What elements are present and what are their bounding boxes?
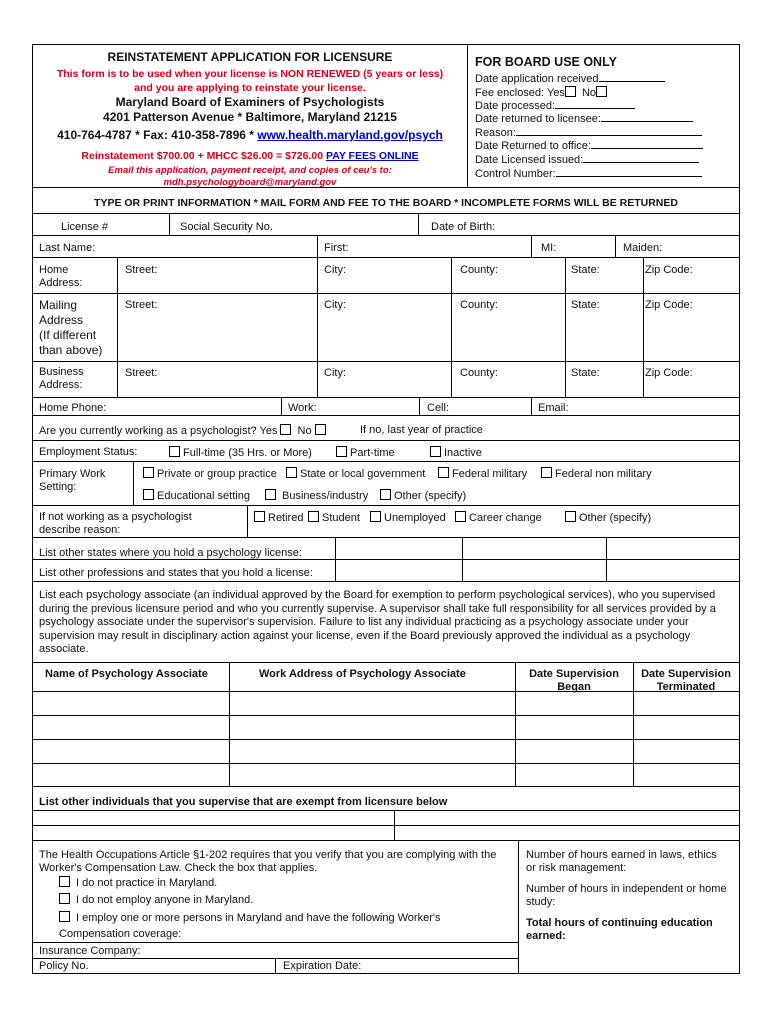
private-practice-option[interactable]: Private or group practice	[143, 467, 277, 481]
fee-line	[33, 150, 467, 163]
federal-military-checkbox[interactable]	[438, 467, 449, 478]
application-form	[32, 44, 740, 974]
business-street-field[interactable]: Street:	[125, 367, 158, 379]
board-contact	[33, 129, 467, 142]
date-returned-office-field[interactable]: Date Returned to office:	[475, 139, 703, 153]
reason-field[interactable]: Reason:	[475, 126, 702, 140]
mailing-city-field[interactable]: City:	[324, 299, 346, 311]
control-number-field[interactable]: Control Number:	[475, 167, 702, 181]
part-time-option[interactable]: Part-time	[336, 446, 395, 460]
retired-option[interactable]: Retired	[254, 511, 303, 525]
career-change-checkbox[interactable]	[455, 511, 466, 522]
federal-military-option[interactable]: Federal military	[438, 467, 527, 481]
date-of-birth-field[interactable]: Date of Birth:	[431, 221, 496, 233]
license-number-field[interactable]: License #	[61, 221, 109, 233]
home-county-field[interactable]: County:	[460, 264, 498, 276]
ceu-total-hours-field[interactable]: Total hours of continuing education earned:	[526, 917, 713, 942]
business-industry-checkbox[interactable]	[265, 489, 276, 500]
other-reason-option[interactable]: Other (specify)	[565, 511, 651, 525]
associate-row-3[interactable]	[33, 739, 739, 763]
notice-line-1: This form is to be used when your license is NON RENEWED (5 years or less)	[56, 68, 444, 80]
home-zip-field[interactable]: Zip Code:	[645, 264, 693, 276]
phone-fax: 410-764-4787 * Fax: 410-358-7896 *	[57, 128, 258, 142]
student-option[interactable]: Student	[308, 511, 360, 525]
work-phone-field[interactable]: Work:	[288, 402, 317, 414]
no-practice-checkbox[interactable]	[59, 876, 70, 887]
working-no-checkbox[interactable]	[315, 424, 326, 435]
email-instruction: Email this application, payment receipt, and copies of ceu's to:	[108, 165, 392, 176]
business-address-label: Business Address:	[39, 366, 84, 391]
other-states-label: List other states where you hold a psychology license:	[39, 547, 302, 559]
mailing-street-field[interactable]: Street:	[125, 299, 158, 311]
working-yes-checkbox[interactable]	[280, 424, 291, 435]
fee-no-checkbox[interactable]	[596, 86, 607, 97]
home-street-field[interactable]: Street:	[125, 264, 158, 276]
full-time-checkbox[interactable]	[169, 446, 180, 457]
email-address: mdh.psychologyboard@maryland.gov	[163, 177, 337, 188]
associate-row-2[interactable]	[33, 715, 739, 739]
expiration-date-field[interactable]: Expiration Date:	[283, 960, 362, 972]
home-city-field[interactable]: City:	[324, 264, 346, 276]
no-employees-checkbox[interactable]	[59, 893, 70, 904]
supervision-terminated-header: Date Supervision Terminated	[641, 668, 731, 693]
home-address-label: Home Address:	[39, 264, 83, 289]
part-time-checkbox[interactable]	[336, 446, 347, 457]
ssn-field[interactable]: Social Security No.	[180, 221, 273, 233]
full-time-option[interactable]: Full-time (35 Hrs. or More)	[169, 446, 312, 460]
mailing-zip-field[interactable]: Zip Code:	[645, 299, 693, 311]
board-use-title: FOR BOARD USE ONLY	[475, 55, 617, 69]
federal-non-military-checkbox[interactable]	[541, 467, 552, 478]
retired-checkbox[interactable]	[254, 511, 265, 522]
form-title: REINSTATEMENT APPLICATION FOR LICENSURE	[107, 50, 393, 64]
not-working-reason-label: If not working as a psychologist describe reason:	[39, 511, 192, 536]
cell-phone-field[interactable]: Cell:	[427, 402, 450, 414]
other-setting-checkbox[interactable]	[380, 489, 391, 500]
home-state-field[interactable]: State:	[571, 264, 600, 276]
inactive-checkbox[interactable]	[430, 446, 441, 457]
fee-yes-checkbox[interactable]	[565, 86, 576, 97]
last-name-field[interactable]: Last Name:	[39, 242, 96, 254]
associate-address-header: Work Address of Psychology Associate	[259, 668, 466, 680]
career-change-option[interactable]: Career change	[455, 511, 542, 525]
board-address: 4201 Patterson Avenue * Baltimore, Maryland 21215	[103, 110, 397, 124]
state-local-option[interactable]: State or local government	[286, 467, 425, 481]
date-returned-field[interactable]: Date returned to licensee:	[475, 112, 693, 126]
associate-row-4[interactable]	[33, 763, 739, 786]
coverage-label: Compensation coverage:	[59, 928, 182, 940]
mailing-county-field[interactable]: County:	[460, 299, 498, 311]
associates-intro: List each psychology associate (an individual approved by the Board for exemption to perform psychological services), who you supervised during the previous licensure period and who you currently supervise. A supervisor shall take full responsibility for all services provided by a psychology associate under the supervisor's supervision. Failure to list any individual practicing as a psychology associate under your supervision may result in disciplinary action against your license, even if the Board previously approved the individual as a psychology associate.	[39, 589, 716, 655]
notice-line-2: and you are applying to reinstate your license.	[134, 82, 366, 94]
inactive-option[interactable]: Inactive	[430, 446, 482, 460]
exempt-individuals-label: List other individuals that you supervise that are exempt from licensure below	[39, 796, 448, 808]
ceu-laws-ethics-field[interactable]: Number of hours earned in laws, ethics or risk management:	[526, 849, 717, 874]
working-question: Are you currently working as a psychologist? Yes No	[39, 424, 329, 438]
private-practice-checkbox[interactable]	[143, 467, 154, 478]
other-setting-option[interactable]: Other (specify)	[380, 489, 466, 503]
associate-name-header: Name of Psychology Associate	[45, 668, 208, 680]
business-city-field[interactable]: City:	[324, 367, 346, 379]
no-employees-option[interactable]: I do not employ anyone in Maryland.	[59, 893, 253, 907]
last-year-practice-field[interactable]: If no, last year of practice	[360, 424, 483, 436]
instructions: TYPE OR PRINT INFORMATION * MAIL FORM AND FEE TO THE BOARD * INCOMPLETE FORMS WILL BE RETURNED	[94, 197, 678, 209]
email-field[interactable]: Email:	[538, 402, 569, 414]
educational-setting-option[interactable]: Educational setting	[143, 489, 250, 503]
educational-setting-checkbox[interactable]	[143, 489, 154, 500]
date-processed-field[interactable]: Date processed:	[475, 99, 635, 113]
other-professions-label: List other professions and states that you hold a license:	[39, 567, 313, 579]
date-received-field[interactable]: Date application received	[475, 72, 665, 86]
mailing-address-label: Mailing Address (If different than above)	[39, 298, 103, 357]
website-link[interactable]: www.health.maryland.gov/psych	[257, 128, 443, 142]
ceu-independent-study-field[interactable]: Number of hours in independent or home study:	[526, 883, 727, 908]
associate-row-1[interactable]	[33, 691, 739, 715]
business-zip-field[interactable]: Zip Code:	[645, 367, 693, 379]
business-state-field[interactable]: State:	[571, 367, 600, 379]
workers-comp-intro: The Health Occupations Article §1-202 requires that you verify that you are complying with the Worker's Compensation Law. Check the box that applies.	[39, 849, 497, 874]
fee-amount: Reinstatement $700.00 + MHCC $26.00 = $726.00	[81, 150, 326, 162]
federal-non-military-option[interactable]: Federal non military	[541, 467, 652, 481]
maiden-name-field[interactable]: Maiden:	[623, 242, 663, 254]
board-name: Maryland Board of Examiners of Psychologists	[115, 95, 385, 109]
exempt-row-1-left[interactable]	[33, 810, 394, 825]
exempt-row-1-right[interactable]	[394, 810, 739, 825]
pay-fees-link[interactable]: PAY FEES ONLINE	[325, 150, 419, 162]
insurance-company-field[interactable]: Insurance Company:	[39, 945, 141, 957]
first-name-field[interactable]: First:	[324, 242, 349, 254]
employ-persons-checkbox[interactable]	[59, 911, 70, 922]
policy-number-field[interactable]: Policy No.	[39, 960, 89, 972]
unemployed-checkbox[interactable]	[370, 511, 381, 522]
middle-initial-field[interactable]: MI:	[541, 242, 557, 254]
employment-status-label: Employment Status:	[39, 446, 138, 458]
home-phone-field[interactable]: Home Phone:	[39, 402, 107, 414]
state-local-checkbox[interactable]	[286, 467, 297, 478]
employ-persons-option[interactable]: I employ one or more persons in Maryland and have the following Worker's	[59, 911, 440, 925]
no-practice-option[interactable]: I do not practice in Maryland.	[59, 876, 217, 890]
supervision-began-header: Date Supervision Began	[529, 668, 619, 693]
business-county-field[interactable]: County:	[460, 367, 498, 379]
mailing-state-field[interactable]: State:	[571, 299, 600, 311]
other-reason-checkbox[interactable]	[565, 511, 576, 522]
business-industry-option[interactable]: Business/industry	[265, 489, 368, 503]
fee-enclosed-field: Fee enclosed: Yes No	[475, 86, 610, 100]
student-checkbox[interactable]	[308, 511, 319, 522]
date-licensed-field[interactable]: Date Licensed issued:	[475, 153, 699, 167]
unemployed-option[interactable]: Unemployed	[370, 511, 446, 525]
primary-work-setting-label: Primary Work Setting:	[39, 468, 106, 493]
